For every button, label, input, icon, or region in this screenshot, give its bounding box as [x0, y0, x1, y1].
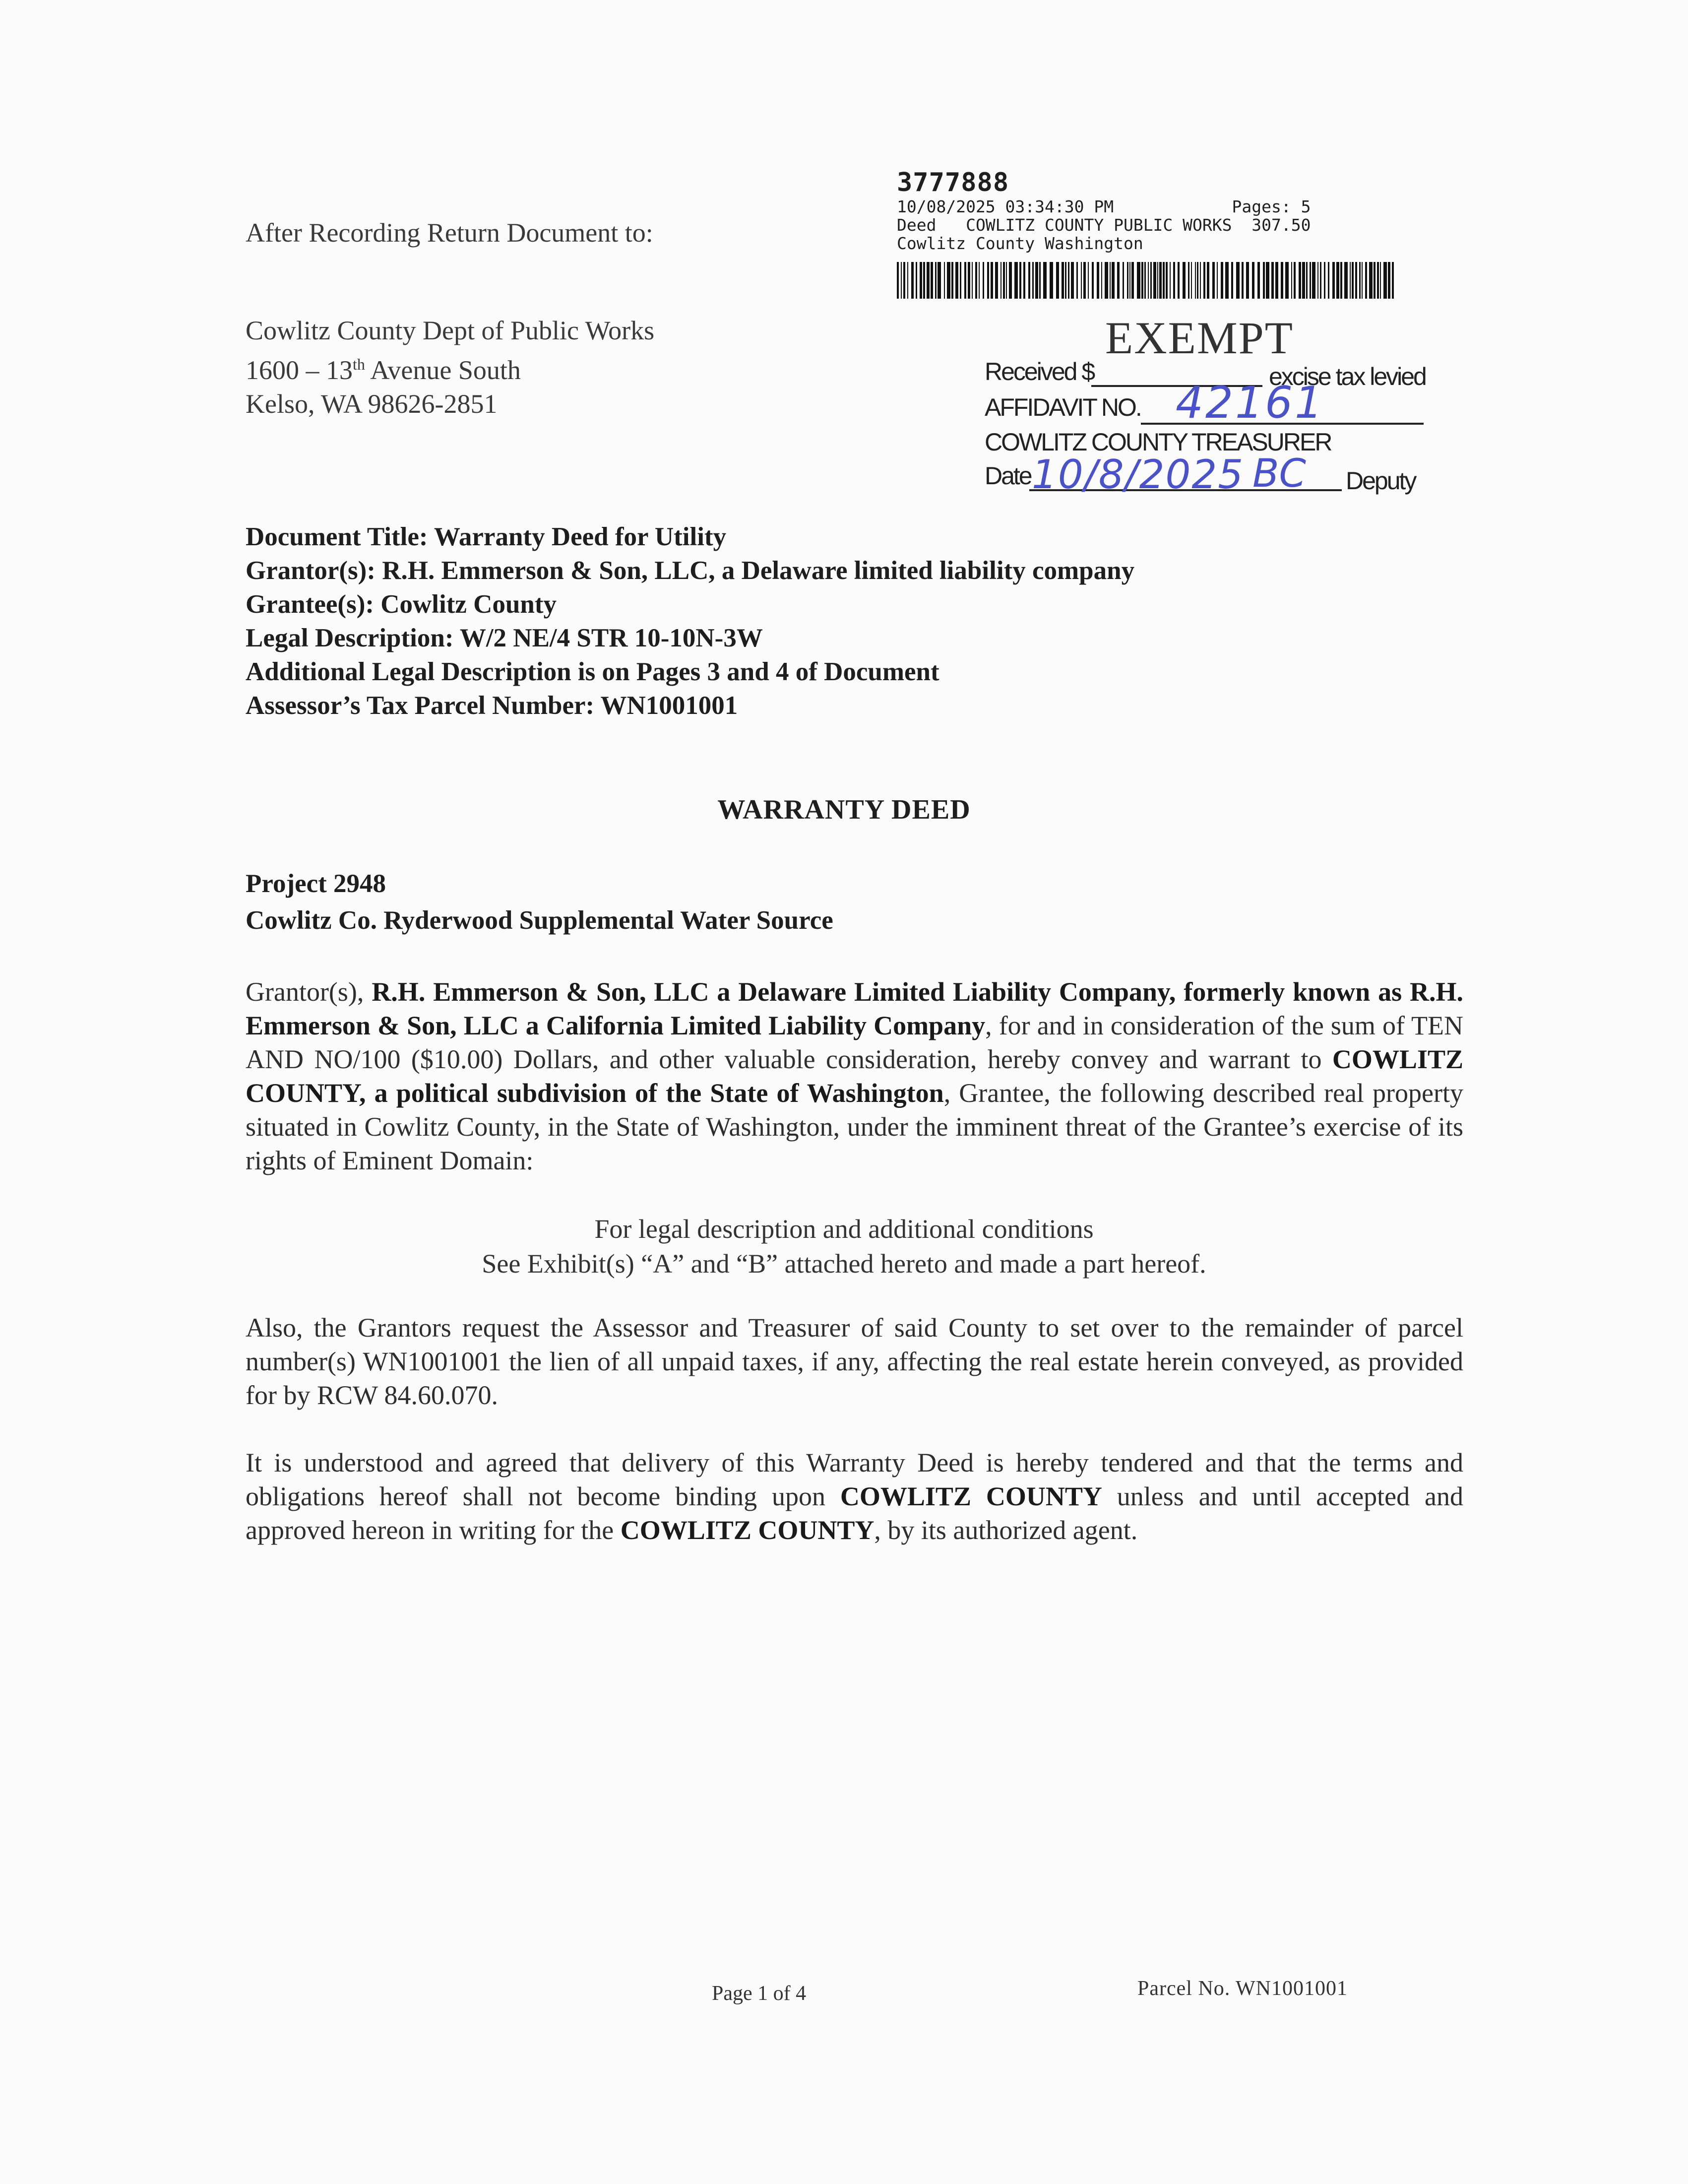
barcode-bar [1380, 262, 1381, 299]
barcode-bar [983, 262, 984, 299]
page-title: WARRANTY DEED [717, 794, 971, 825]
barcode-bar [1271, 262, 1274, 299]
barcode-bar [1275, 262, 1278, 299]
barcode-bar [1043, 262, 1047, 299]
barcode-bar [1336, 262, 1339, 299]
return-label: After Recording Return Document to: [246, 218, 653, 248]
barcode-bar [1306, 262, 1308, 299]
barcode-bar [1231, 262, 1233, 299]
barcode-bar [1127, 262, 1128, 299]
barcode-bar [1110, 262, 1111, 299]
barcode-bar [1317, 262, 1318, 299]
barcode-bar [1369, 262, 1373, 299]
barcode-bar [968, 262, 970, 299]
deputy-label: Deputy [1346, 467, 1416, 495]
barcode-bar [1137, 262, 1140, 299]
tax-lien-paragraph: Also, the Grantors request the Assessor and Treasurer of said County to set over to the remainder of parcel number(s) WN1001001 the lien of all unpaid taxes, if any, affecting the real estate herein conveyed, as provided for by RCW 84.60.070. [246, 1313, 1463, 1410]
barcode-bar [1153, 262, 1156, 299]
return-address-line2: 1600 – 13th Avenue South [246, 355, 521, 385]
page-number: Page 1 of 4 [712, 1982, 807, 2005]
barcode-bar [1035, 262, 1038, 299]
barcode-bar [1281, 262, 1283, 299]
barcode-bar [1263, 262, 1265, 299]
barcode-bar [1195, 262, 1196, 299]
barcode-image [897, 262, 1398, 299]
project-name: Cowlitz Co. Ryderwood Supplemental Water Source [246, 906, 833, 935]
barcode-bar [1188, 262, 1189, 299]
barcode-bar [1076, 262, 1078, 299]
barcode-bar [1039, 262, 1041, 299]
barcode-bar [1028, 262, 1030, 299]
barcode-bar [972, 262, 973, 299]
barcode-bar [951, 262, 953, 299]
barcode-bar [935, 262, 937, 299]
barcode-bar [1173, 262, 1175, 299]
barcode-bar [1112, 262, 1115, 299]
barcode-bar [1071, 262, 1074, 299]
legal-description-line: Legal Description: W/2 NE/4 STR 10-10N-3W [246, 624, 763, 652]
affidavit-number-handwritten: 42161 [1176, 377, 1324, 428]
barcode-bar [1344, 262, 1348, 299]
barcode-bar [1383, 262, 1387, 299]
barcode-bar [1141, 262, 1143, 299]
barcode-bar [1065, 262, 1066, 299]
barcode-bar [1088, 262, 1089, 299]
return-address-line3: Kelso, WA 98626-2851 [246, 389, 498, 419]
barcode-bar [1009, 262, 1012, 299]
barcode-bar [1236, 262, 1240, 299]
barcode-bar [927, 262, 930, 299]
barcode-bar [1320, 262, 1321, 299]
date-label: Date [985, 462, 1031, 490]
return-address-line1: Cowlitz County Dept of Public Works [246, 316, 655, 345]
date-handwritten: 10/8/2025 [1032, 451, 1245, 498]
project-info [246, 865, 833, 939]
barcode-bar [911, 262, 914, 299]
barcode-bar [1056, 262, 1059, 299]
grantee-line: Grantee(s): Cowlitz County [246, 590, 557, 619]
exhibit-reference-line1: For legal description and additional conditions [594, 1214, 1094, 1244]
barcode-bar [960, 262, 961, 299]
barcode-bar [1191, 262, 1192, 299]
return-address [246, 314, 654, 421]
barcode-bar [955, 262, 958, 299]
barcode-bar [1123, 262, 1124, 299]
barcode-bar [1019, 262, 1021, 299]
barcode-bar [1170, 262, 1171, 299]
barcode-bar [1217, 262, 1218, 299]
barcode-bar [1006, 262, 1007, 299]
barcode-bar [1163, 262, 1165, 299]
barcode-bar [1388, 262, 1390, 299]
exhibit-reference-line2: See Exhibit(s) “A” and “B” attached hereto and made a part hereof. [482, 1249, 1206, 1279]
barcode-bar [1302, 262, 1305, 299]
barcode-bar [1068, 262, 1069, 299]
footer-parcel-number: Parcel No. WN1001001 [1137, 1977, 1348, 2000]
barcode-bar [1291, 262, 1292, 299]
barcode-bar [916, 262, 917, 299]
barcode-bar [1166, 262, 1168, 299]
barcode-bar [1328, 262, 1329, 299]
barcode-bar [897, 262, 899, 299]
barcode-bar [1266, 262, 1269, 299]
barcode-bar [987, 262, 989, 299]
barcode-bar [1083, 262, 1086, 299]
barcode-bar [1000, 262, 1001, 299]
barcode-bar [931, 262, 933, 299]
barcode-bar [1374, 262, 1375, 299]
exhibit-reference [0, 1212, 1688, 1281]
barcode-bar [975, 262, 977, 299]
barcode-bar [907, 262, 908, 299]
barcode-bar [1101, 262, 1102, 299]
barcode-bar [1212, 262, 1215, 299]
conveyance-paragraph: Grantor(s), R.H. Emmerson & Son, LLC a Delaware Limited Liability Company, formerly known as R.H. Emmerson & Son, LLC a California Limited Liability Company, for and in consideration of the sum of TEN AND NO/100 ($10.00) Dollars, and other valuable consideration, hereby convey and warrant to COWLITZ COUNTY, a political subdivision of the State of Washington, Grantee, the following described real property situated in Cowlitz County, in the State of Washington, under the imminent threat of the Grantee’s exercise of its rights of Eminent Domain: [246, 977, 1463, 1175]
affidavit-label: AFFIDAVIT NO. [985, 393, 1141, 421]
recording-number: 3777888 [897, 168, 1009, 197]
excise-label: excise tax levied [1269, 363, 1426, 390]
barcode-bar [923, 262, 925, 299]
grantor-line: Grantor(s): R.H. Emmerson & Son, LLC, a Delaware limited liability company [246, 556, 1135, 585]
barcode-bar [1362, 262, 1363, 299]
barcode-bar [991, 262, 993, 299]
barcode-bar [1081, 262, 1082, 299]
barcode-bar [944, 262, 945, 299]
treasurer-label: COWLITZ COUNTY TREASURER [985, 428, 1331, 456]
barcode-bar [1197, 262, 1198, 299]
barcode-bar [1285, 262, 1289, 299]
barcode-bar [1352, 262, 1354, 299]
barcode-bar [1144, 262, 1146, 299]
barcode-bar [1207, 262, 1209, 299]
barcode-bar [995, 262, 998, 299]
barcode-bar [1257, 262, 1260, 299]
barcode-bar [938, 262, 941, 299]
barcode-bar [1183, 262, 1186, 299]
barcode-bar [1340, 262, 1342, 299]
barcode-bar [1003, 262, 1005, 299]
acceptance-paragraph: It is understood and agreed that delivery of this Warranty Deed is hereby tendered and that the terms and obligations hereof shall not become binding upon COWLITZ COUNTY unless and until accepted and approved hereon in writing for the COWLITZ COUNTY, by its authorized agent. [246, 1448, 1463, 1545]
barcode-bar [979, 262, 980, 299]
barcode-bar [1225, 262, 1229, 299]
barcode-bar [1242, 262, 1244, 299]
barcode-bar [1203, 262, 1205, 299]
barcode-bar [1377, 262, 1379, 299]
additional-legal-line: Additional Legal Description is on Pages 3 and 4 of Document [246, 657, 939, 686]
barcode-bar [1129, 262, 1130, 299]
barcode-bar [1294, 262, 1296, 299]
barcode-bar [1332, 262, 1335, 299]
initials-handwritten: BC [1252, 451, 1306, 496]
barcode-bar [1157, 262, 1158, 299]
barcode-bar [1023, 262, 1025, 299]
barcode-bar [1150, 262, 1152, 299]
barcode-bar [1148, 262, 1149, 299]
barcode-bar [903, 262, 905, 299]
recording-line1: 10/08/2025 03:34:30 PM Pages: 5 [897, 197, 1311, 216]
received-label: Received $ [985, 358, 1094, 385]
barcode-bar [1365, 262, 1367, 299]
recording-line3: Cowlitz County Washington [897, 234, 1143, 253]
document-title-line: Document Title: Warranty Deed for Utility [246, 522, 727, 551]
barcode-bar [1092, 262, 1094, 299]
barcode-bar [1014, 262, 1018, 299]
barcode-bar [1062, 262, 1064, 299]
project-number: Project 2948 [246, 869, 386, 898]
barcode-bar [1032, 262, 1034, 299]
barcode-bar [1299, 262, 1301, 299]
barcode-bar [1117, 262, 1120, 299]
parcel-number-line: Assessor’s Tax Parcel Number: WN1001001 [246, 691, 738, 720]
barcode-bar [1221, 262, 1223, 299]
recording-stamp [897, 168, 1311, 253]
barcode-bar [1105, 262, 1108, 299]
exempt-stamp-title: EXEMPT [1105, 313, 1294, 363]
barcode-bar [1392, 262, 1394, 299]
barcode-bar [1178, 262, 1180, 299]
barcode-bar [1350, 262, 1351, 299]
barcode-bar [1159, 262, 1162, 299]
barcode-bar [1200, 262, 1201, 299]
barcode-bar [1050, 262, 1053, 299]
barcode-bar [1359, 262, 1361, 299]
document-info [246, 520, 1134, 722]
barcode-bar [1131, 262, 1134, 299]
recording-line2: Deed COWLITZ COUNTY PUBLIC WORKS 307.50 [897, 215, 1311, 235]
barcode-bar [1252, 262, 1254, 299]
barcode-bar [920, 262, 922, 299]
barcode-bar [1097, 262, 1099, 299]
barcode-bar [947, 262, 950, 299]
barcode-bar [1310, 262, 1311, 299]
barcode-bar [1324, 262, 1325, 299]
barcode-bar [964, 262, 966, 299]
barcode-bar [1246, 262, 1249, 299]
barcode-bar [901, 262, 902, 299]
barcode-bar [1312, 262, 1315, 299]
barcode-bar [1355, 262, 1357, 299]
